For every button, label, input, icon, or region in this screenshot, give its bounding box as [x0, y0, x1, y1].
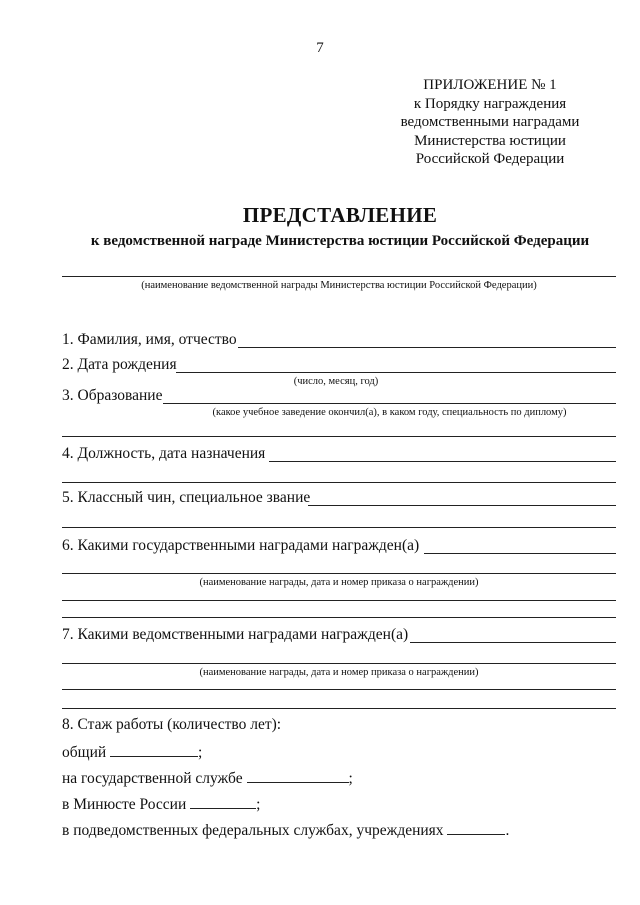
field-4-input-line[interactable]: [269, 461, 616, 462]
field-7-input-line[interactable]: [410, 642, 616, 643]
field-8-total-label: общий: [62, 744, 107, 761]
field-1-input-line[interactable]: [238, 347, 616, 348]
appendix-line-5: Российской Федерации: [415, 151, 565, 167]
field-7-input-line-4[interactable]: [62, 708, 616, 709]
field-6-input-line-4[interactable]: [62, 617, 616, 618]
field-6-input-line-2[interactable]: [62, 573, 616, 574]
field-8-state-label: на государственной службе: [62, 770, 243, 787]
period: .: [505, 822, 510, 839]
field-8-subordinate-input[interactable]: [447, 834, 505, 835]
field-8-subordinate-row: [62, 822, 509, 840]
field-8-minjust-label: в Минюсте России: [62, 796, 187, 813]
award-name-caption: (наименование ведомственной награды Министерства юстиции Российской Федерации): [141, 280, 537, 291]
field-6-input-line[interactable]: [424, 553, 616, 554]
field-4-input-line-2[interactable]: [62, 482, 616, 483]
field-1-label: 1. Фамилия, имя, отчество: [62, 331, 237, 348]
appendix-line-1: ПРИЛОЖЕНИЕ № 1: [423, 77, 557, 93]
semicolon: ;: [348, 770, 353, 787]
field-2-label: 2. Дата рождения: [62, 356, 177, 373]
field-8-total-row: [62, 744, 202, 762]
appendix-header: [380, 76, 600, 169]
field-6-input-line-3[interactable]: [62, 600, 616, 601]
field-8-state-row: [62, 770, 353, 788]
document-title: ПРЕДСТАВЛЕНИЕ: [242, 203, 438, 227]
appendix-line-4: Министерства юстиции: [414, 132, 566, 149]
field-7-input-line-3[interactable]: [62, 689, 616, 690]
field-3-input-line-2[interactable]: [62, 436, 616, 437]
field-3-input-line[interactable]: [163, 403, 616, 404]
field-5-input-line-2[interactable]: [62, 527, 616, 528]
field-8-minjust-input[interactable]: [190, 808, 256, 809]
field-7-label: 7. Какими ведомственными наградами награжден(а): [62, 626, 409, 643]
page-number: 7: [316, 40, 324, 56]
field-3-caption: (какое учебное заведение окончил(а), в каком году, специальность по диплому): [212, 407, 567, 418]
appendix-line-2: к Порядку награждения: [413, 95, 567, 112]
field-6-label: 6. Какими государственными наградами награжден(а): [62, 537, 420, 554]
field-2-input-line[interactable]: [176, 372, 616, 373]
field-8-label: 8. Стаж работы (количество лет):: [62, 716, 282, 733]
document-subtitle: к ведомственной награде Министерства юстиции Российской Федерации: [90, 233, 590, 249]
field-3-label: 3. Образование: [62, 387, 163, 404]
field-4-label: 4. Должность, дата назначения: [62, 445, 266, 462]
field-8-subordinate-label: в подведомственных федеральных службах, учреждениях: [62, 822, 444, 839]
field-8-total-input[interactable]: [110, 756, 198, 757]
field-5-label: 5. Классный чин, специальное звание: [62, 489, 311, 506]
field-7-input-line-2[interactable]: [62, 663, 616, 664]
field-5-input-line[interactable]: [308, 505, 616, 506]
semicolon: ;: [256, 796, 261, 813]
award-name-line[interactable]: [62, 276, 616, 277]
semicolon: ;: [198, 744, 203, 761]
field-7-caption: (наименование награды, дата и номер приказа о награждении): [199, 667, 479, 678]
field-6-caption: (наименование награды, дата и номер приказа о награждении): [199, 577, 479, 588]
field-2-caption: (число, месяц, год): [293, 376, 379, 387]
field-8-minjust-row: [62, 796, 260, 814]
appendix-line-3: ведомственными наградами: [400, 114, 580, 130]
field-8-state-input[interactable]: [247, 782, 349, 783]
